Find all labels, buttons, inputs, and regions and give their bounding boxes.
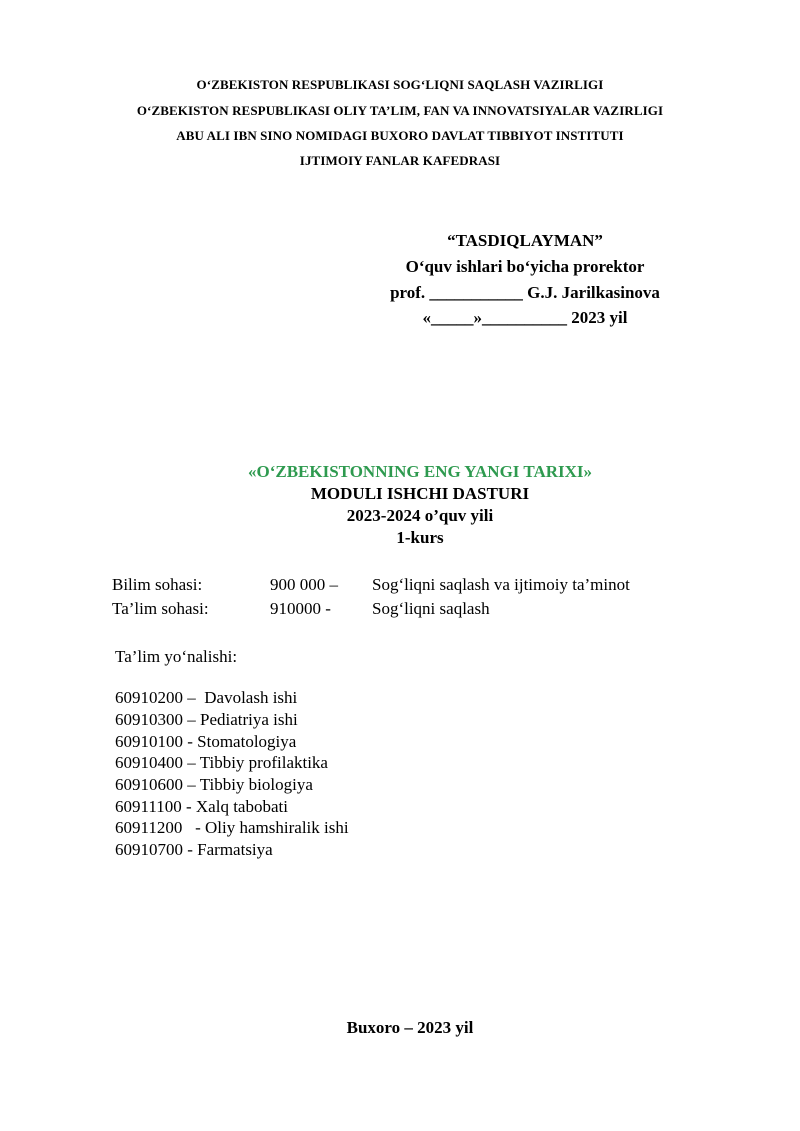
- department-heading: IJTIMOIY FANLAR KAFEDRASI: [299, 153, 501, 168]
- field-code: 910000 -: [270, 599, 331, 618]
- approval-date: «_____»__________ 2023 yil: [422, 308, 628, 327]
- field-name: Sog‘liqni saqlash: [372, 599, 490, 618]
- institute-heading: ABU ALI IBN SINO NOMIDAGI BUXORO DAVLAT TIBBIYOT INSTITUTI: [176, 128, 624, 143]
- approval-heading: “TASDIQLAYMAN”: [447, 231, 603, 250]
- direction-item: 60910200 – Davolash ishi: [115, 688, 298, 707]
- direction-item: 60910600 – Tibbiy biologiya: [115, 775, 313, 794]
- direction-item: 60910100 - Stomatologiya: [115, 732, 297, 751]
- ministry-education-heading: O‘ZBEKISTON RESPUBLIKASI OLIY TA’LIM, FAN VA INNOVATSIYALAR VAZIRLIGI: [136, 103, 664, 118]
- direction-item: 60910300 – Pediatriya ishi: [115, 710, 298, 729]
- field-label: Ta’lim sohasi:: [112, 599, 209, 618]
- program-title: MODULI ISHCHI DASTURI: [310, 484, 530, 503]
- ministry-health-heading: O‘ZBEKISTON RESPUBLIKASI SOG‘LIQNI SAQLASH VAZIRLIGI: [196, 77, 604, 92]
- approval-position: O‘quv ishlari bo‘yicha prorektor: [405, 257, 645, 276]
- field-name: Sog‘liqni saqlash va ijtimoiy ta’minot: [372, 575, 630, 594]
- directions-heading: Ta’lim yo‘nalishi:: [115, 647, 238, 666]
- direction-item: 60910400 – Tibbiy profilaktika: [115, 753, 328, 772]
- course-level: 1-kurs: [396, 528, 444, 547]
- academic-year: 2023-2024 o’quv yili: [346, 506, 494, 525]
- field-code: 900 000 –: [270, 575, 338, 594]
- course-name-title: «O‘ZBEKISTONNING ENG YANGI TARIXI»: [247, 462, 593, 481]
- direction-item: 60911100 - Xalq tabobati: [115, 797, 288, 816]
- footer-place-year: Buxoro – 2023 yil: [346, 1018, 474, 1037]
- approval-signature: prof. ___________ G.J. Jarilkasinova: [390, 283, 660, 302]
- direction-item: 60911200 - Oliy hamshiralik ishi: [115, 818, 349, 837]
- field-label: Bilim sohasi:: [112, 575, 203, 594]
- direction-item: 60910700 - Farmatsiya: [115, 840, 273, 859]
